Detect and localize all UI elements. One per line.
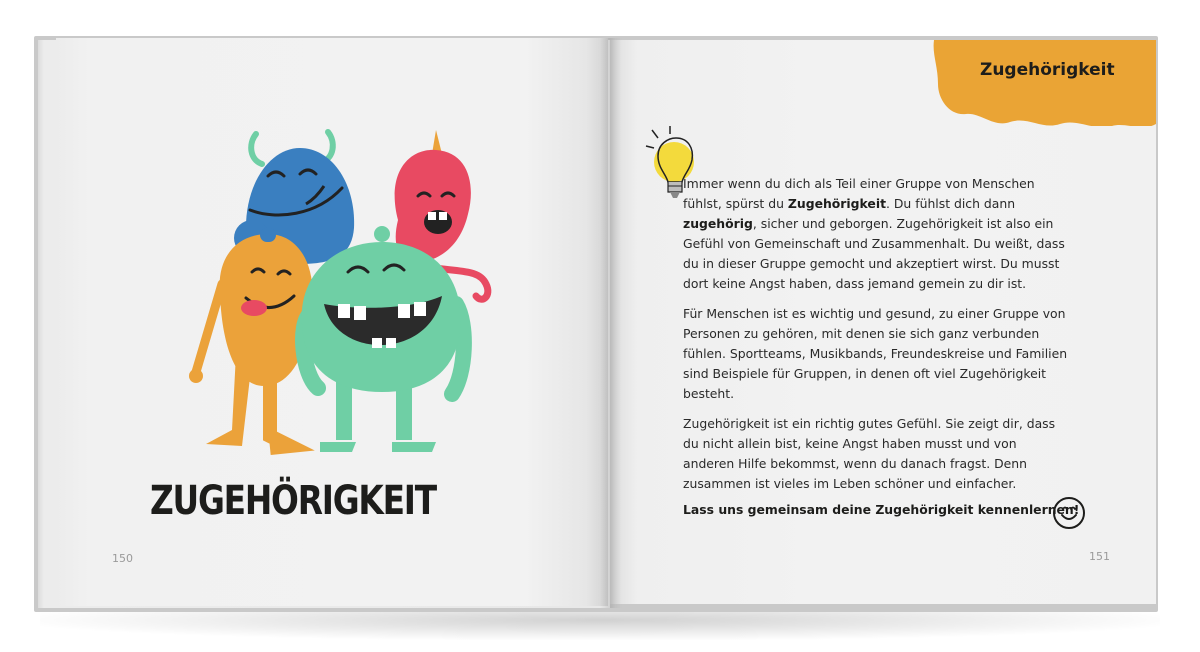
paragraph-1 [683, 174, 1071, 294]
body-text [683, 174, 1071, 504]
book-spine-shadow [600, 38, 622, 608]
orange-monster [189, 228, 313, 448]
paragraph-2: Für Menschen ist es wichtig und gesund, zu einer Gruppe von Personen zu gehören, mit denen sie sich ganz verbunden fühlen. Sportteams, Musikbands, Freundeskreise und Familien sind Beispiele für Gruppen, in denen oft viel Zugehörigkeit besteht. [683, 306, 1068, 401]
smiley-icon [1052, 496, 1086, 530]
paragraph-1-text-b: . Du fühlst dich dann [886, 196, 1016, 211]
paragraph-1-text-a: Immer wenn du dich als Teil einer Gruppe von Menschen fühlst, spürst du [683, 176, 1035, 211]
section-tag-label: Zugehörigkeit [980, 60, 1115, 80]
page-number-right: 151 [1089, 550, 1110, 563]
monster-group-illustration [186, 124, 506, 456]
closing-line: Lass uns gemeinsam deine Zugehörigkeit kennenlernen! [683, 502, 1080, 517]
chapter-title: ZUGEHÖRIGKEIT [150, 478, 436, 524]
paragraph-1-bold-a: Zugehörigkeit [787, 196, 887, 211]
paragraph-3: Zugehörigkeit ist ein richtig gutes Gefühl. Sie zeigt dir, dass du nicht allein bist, keine Angst haben musst und von anderen Hilfe bekommst, wenn du danach fragst. Denn zusammen ist vieles im Leben schöner und einfacher. [683, 416, 1056, 491]
page-number-left: 150 [112, 552, 133, 565]
paragraph-1-bold-b: zugehörig [683, 216, 753, 231]
paragraph-1-text-c: , sicher und geborgen. Zugehörigkeit ist also ein Gefühl von Gemeinschaft und Zusammenhalt. Du weißt, dass du in dieser Gruppe gemocht und akzeptiert wirst. Du musst dort keine Angst haben, dass jemand gemein zu dir ist. [683, 216, 1065, 291]
right-page [610, 40, 1156, 604]
section-tag-shape [928, 40, 1156, 126]
